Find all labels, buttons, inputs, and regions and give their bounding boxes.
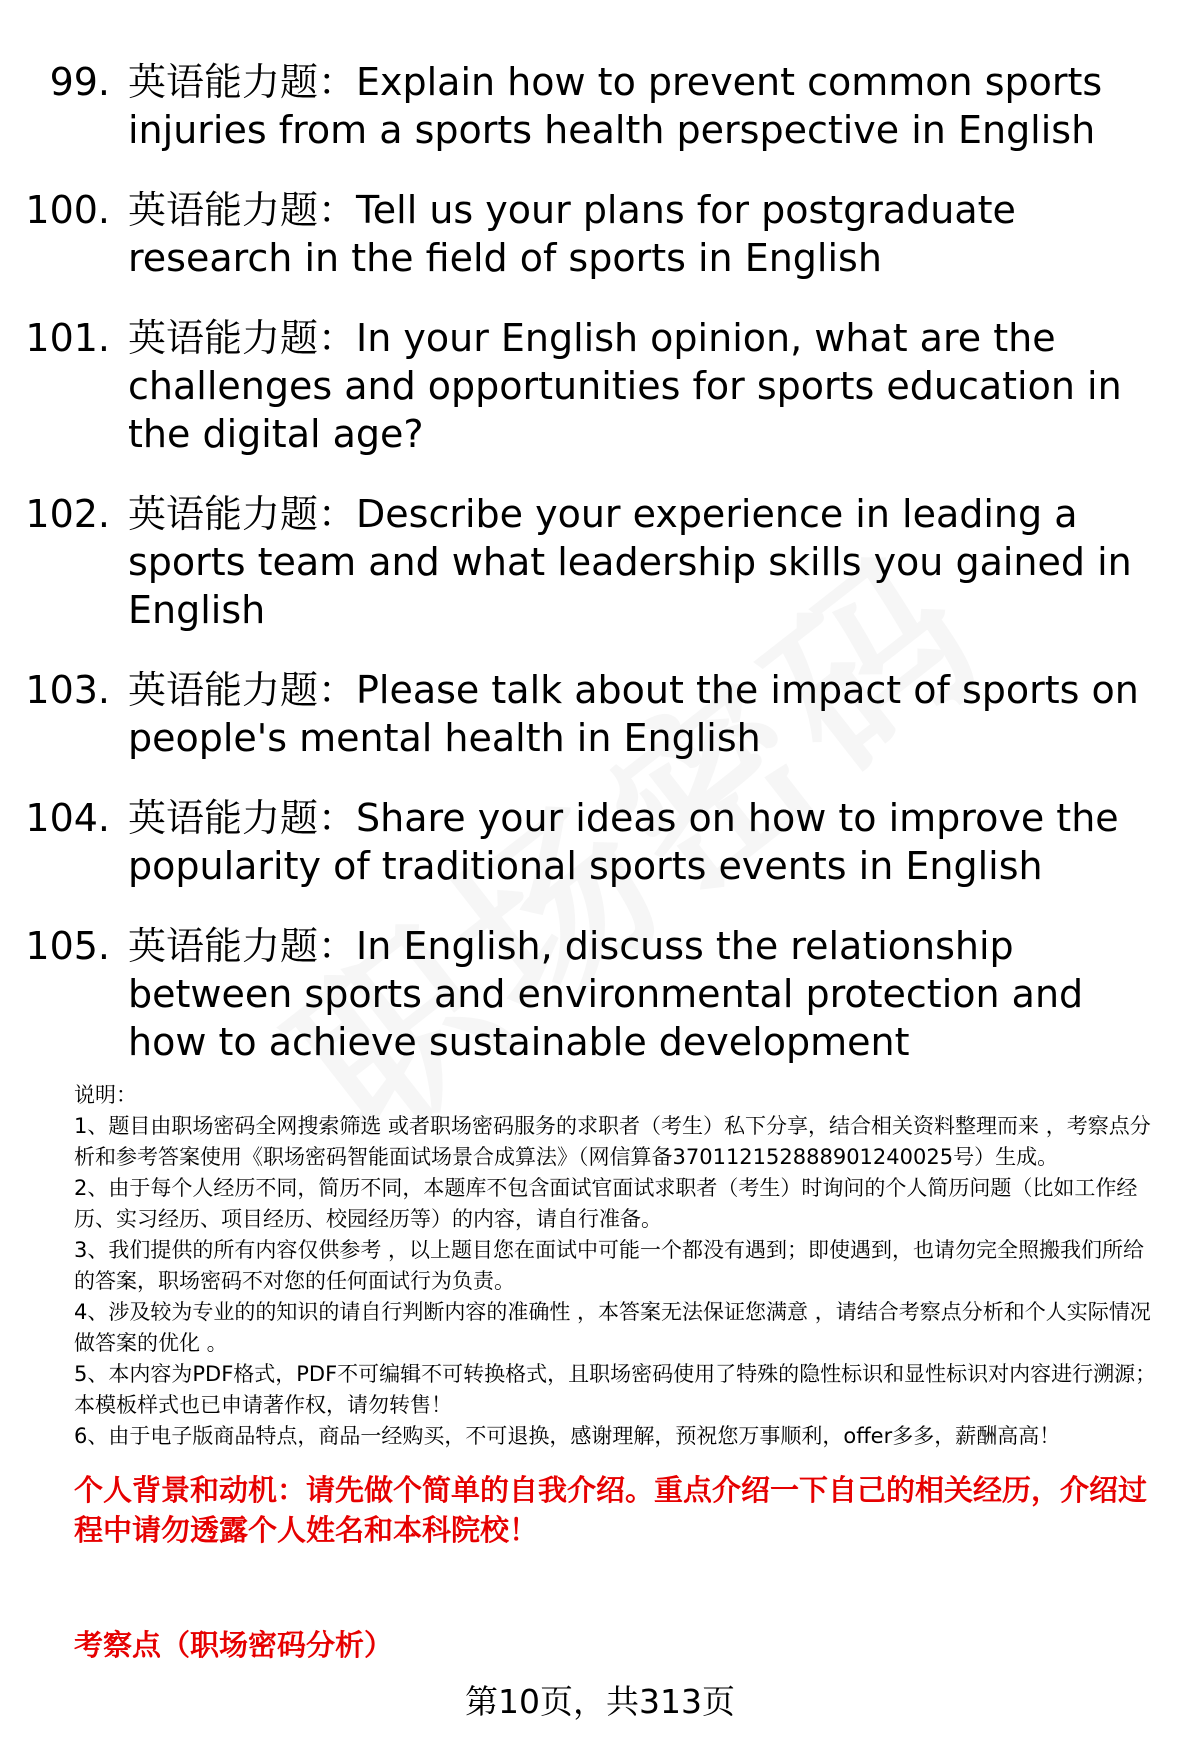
question-item [0,666,1200,762]
question-item [0,186,1200,282]
section-subheading: 考察点（职场密码分析） [74,1628,394,1662]
note-item: 1、题目由职场密码全网搜索筛选 或者职场密码服务的求职者（考生）私下分享，结合相关资料整理而来 ，考察点分析和参考答案使用《职场密码智能面试场景合成算法》（网信算备370112152888901240025号）生成。 [74,1114,1151,1169]
question-list [0,58,1200,1098]
question-number: 99. [49,60,110,104]
section-heading: 个人背景和动机：请先做个简单的自我介绍。重点介绍一下自己的相关经历，介绍过程中请勿透露个人姓名和本科院校！ [74,1473,1148,1547]
question-number: 101. [25,316,110,360]
question-item [0,490,1200,634]
question-number: 103. [25,668,110,712]
question-number: 105. [25,924,110,968]
question-text: 英语能力题：Tell us your plans for postgraduate research in the field of sports in English [128,188,1016,280]
question-text: 英语能力题：Please talk about the impact of sports on people's mental health in English [128,668,1139,760]
question-number: 104. [25,796,110,840]
question-text: 英语能力题：Share your ideas on how to improve the popularity of traditional sports events in English [128,796,1119,888]
note-item: 4、涉及较为专业的的知识的请自行判断内容的准确性 ，本答案无法保证您满意 ，请结合考察点分析和个人实际情况做答案的优化 。 [74,1300,1151,1355]
question-text: 英语能力题：Describe your experience in leading a sports team and what leadership skills you gained in English [128,492,1132,632]
question-text: 英语能力题：Explain how to prevent common sports injuries from a sports health perspective in English [128,60,1103,152]
notes-section [74,1080,1164,1452]
page-number: 第10页，共313页 [465,1682,735,1721]
question-text: 英语能力题：In your English opinion, what are the challenges and opportunities for sports education in the digital age? [128,316,1122,456]
note-item: 6、由于电子版商品特点，商品一经购买，不可退换，感谢理解，预祝您万事顺利，offer多多，薪酬高高！ [74,1424,1061,1448]
notes-title: 说明： [74,1083,137,1107]
note-item: 2、由于每个人经历不同，简历不同，本题库不包含面试官面试求职者（考生）时询问的个人简历问题（比如工作经历、实习经历、项目经历、校园经历等）的内容，请自行准备。 [74,1176,1138,1231]
question-item [0,58,1200,154]
question-text: 英语能力题：In English, discuss the relationship between sports and environmental protection and how to achieve sustainable development [128,924,1084,1064]
note-item: 5、本内容为PDF格式，PDF不可编辑不可转换格式，且职场密码使用了特殊的隐性标识和显性标识对内容进行溯源；本模板样式也已申请著作权，请勿转售！ [74,1362,1157,1417]
question-item [0,314,1200,458]
question-item [0,922,1200,1066]
question-number: 102. [25,492,110,536]
question-item [0,794,1200,890]
note-item: 3、我们提供的所有内容仅供参考 ，以上题目您在面试中可能一个都没有遇到；即使遇到，也请勿完全照搬我们所给的答案，职场密码不对您的任何面试行为负责。 [74,1238,1145,1293]
question-number: 100. [25,188,110,232]
